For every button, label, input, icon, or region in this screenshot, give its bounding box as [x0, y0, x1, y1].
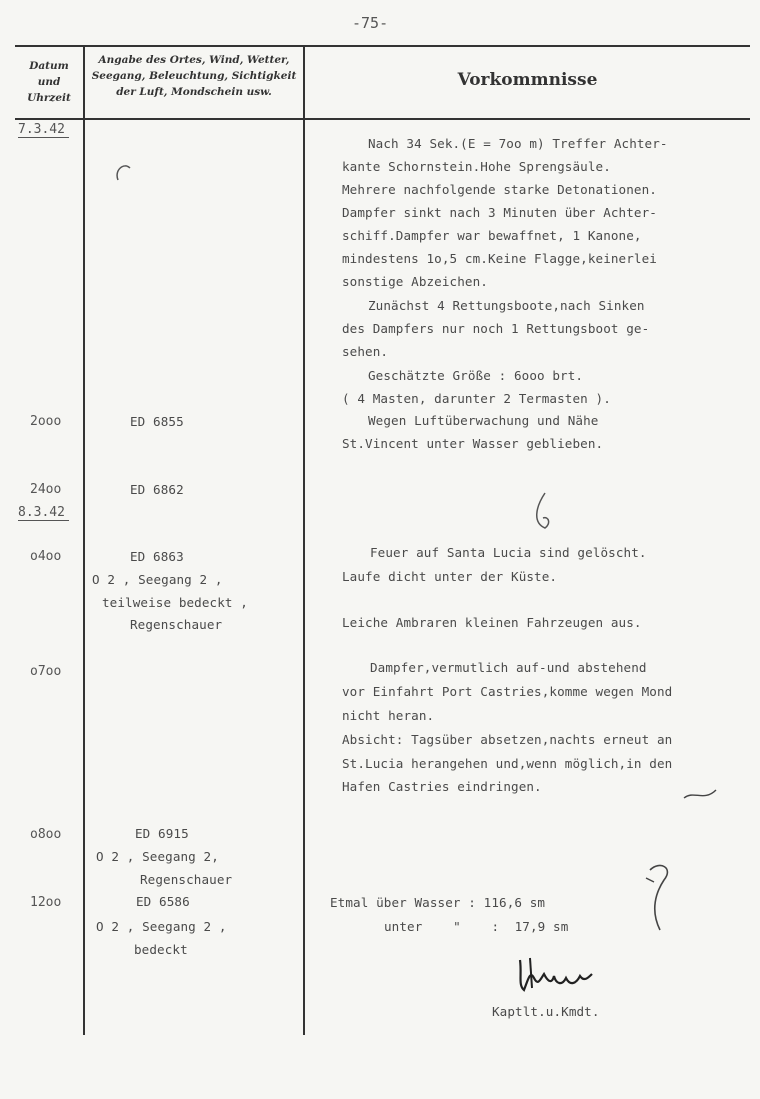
page-number: -75- — [352, 14, 389, 32]
position-entry: ED 6863 — [130, 549, 184, 564]
position-entry: ED 6586 — [136, 894, 190, 909]
event-line: sonstige Abzeichen. — [342, 274, 488, 289]
pencil-mark-icon — [110, 150, 150, 190]
weather-entry: Regenschauer — [140, 872, 233, 887]
event-line: Etmal über Wasser : 116,6 sm — [330, 895, 546, 910]
signature — [510, 950, 600, 1005]
event-line: Nach 34 Sek.(E = 7oo m) Treffer Achter- — [368, 136, 668, 151]
event-line: Geschätzte Größe : 6ooo brt. — [368, 368, 584, 383]
event-line: Absicht: Tagsüber absetzen,nachts erneut an — [342, 732, 673, 747]
column-divider-place — [303, 45, 305, 1035]
position-entry: ED 6915 — [135, 826, 189, 841]
weather-entry: bedeckt — [134, 942, 188, 957]
event-line: St.Vincent unter Wasser geblieben. — [342, 436, 604, 451]
event-line: sehen. — [342, 344, 389, 359]
event-line: Mehrere nachfolgende starke Detonationen. — [342, 182, 657, 197]
time-entry: o8oo — [30, 827, 62, 842]
event-line: nicht heran. — [342, 708, 435, 723]
time-entry: 12oo — [30, 895, 62, 910]
pencil-mark-icon — [640, 860, 680, 940]
date-entry: 7.3.42 — [18, 122, 69, 138]
event-line: Wegen Luftüberwachung und Nähe — [368, 413, 599, 428]
weather-entry: O 2 , Seegang 2, — [96, 849, 219, 864]
header-bottom-rule — [15, 118, 750, 120]
position-entry: ED 6862 — [130, 482, 184, 497]
event-line: Laufe dicht unter der Küste. — [342, 569, 558, 584]
event-line: schiff.Dampfer war bewaffnet, 1 Kanone, — [342, 228, 642, 243]
event-line: Feuer auf Santa Lucia sind gelöscht. — [370, 545, 647, 560]
time-entry: 2ooo — [30, 414, 62, 429]
weather-entry: teilweise bedeckt , — [102, 595, 248, 610]
header-date-time: Datum und Uhrzeit — [27, 60, 71, 104]
position-entry: ED 6855 — [130, 414, 184, 429]
pencil-mark-icon — [525, 488, 565, 538]
event-line: St.Lucia herangehen und,wenn möglich,in den — [342, 756, 673, 771]
event-line: Dampfer,vermutlich auf-und abstehend — [370, 660, 647, 675]
date-entry: 8.3.42 — [18, 505, 69, 521]
column-divider-date — [83, 45, 85, 1035]
event-line: des Dampfers nur noch 1 Rettungsboot ge- — [342, 321, 650, 336]
event-line: kante Schornstein.Hohe Sprengsäule. — [342, 159, 611, 174]
event-line: mindestens 1o,5 cm.Keine Flagge,keinerlei — [342, 251, 657, 266]
time-entry: o4oo — [30, 549, 62, 564]
table-top-rule — [15, 45, 750, 47]
event-line: Leiche Ambraren kleinen Fahrzeugen aus. — [342, 615, 642, 630]
event-line: unter " : 17,9 sm — [384, 919, 569, 934]
weather-entry: O 2 , Seegang 2 , — [96, 919, 227, 934]
event-line: Zunächst 4 Rettungsboote,nach Sinken — [368, 298, 645, 313]
weather-entry: O 2 , Seegang 2 , — [92, 572, 223, 587]
header-place-weather: Angabe des Ortes, Wind, Wetter, Seegang, Beleuchtung, Sichtigkeit der Luft, Mondschein usw. — [91, 54, 297, 98]
event-line: vor Einfahrt Port Castries,komme wegen Mond — [342, 684, 673, 699]
header-events: Vorkommnisse — [457, 70, 598, 90]
pencil-mark-icon — [680, 780, 720, 810]
event-line: Hafen Castries eindringen. — [342, 779, 542, 794]
event-line: Dampfer sinkt nach 3 Minuten über Achter- — [342, 205, 657, 220]
weather-entry: Regenschauer — [130, 617, 223, 632]
signature-title: Kaptlt.u.Kmdt. — [492, 1004, 600, 1019]
time-entry: o7oo — [30, 664, 62, 679]
event-line: ( 4 Masten, darunter 2 Termasten ). — [342, 391, 611, 406]
time-entry: 24oo — [30, 482, 62, 497]
